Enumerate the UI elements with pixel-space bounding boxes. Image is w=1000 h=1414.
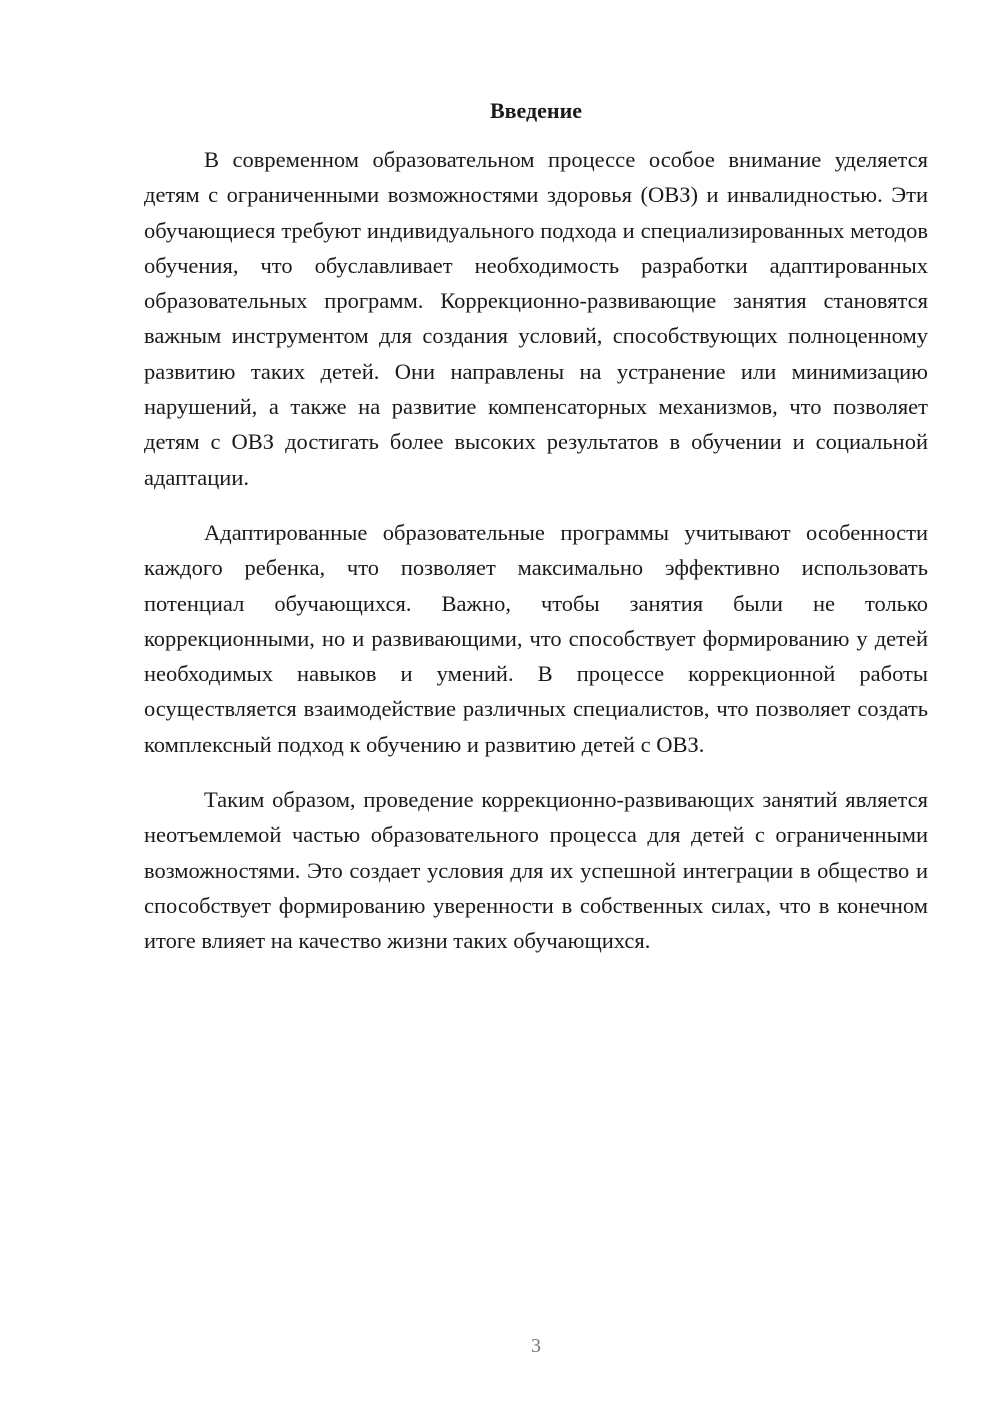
section-heading: Введение [489,98,583,123]
page-number: 3 [531,1335,541,1357]
body-text [144,142,928,959]
paragraph-2: Адаптированные образовательные программы учитывают особенности каждого ребенка, что позволяет максимально эффективно использовать потенциал обучающихся. Важно, чтобы занятия были не только коррекционными, но и развивающими, что способствует формированию у детей необходимых навыков и умений. В процессе коррекционной работы осуществляется взаимодействие различных специалистов, что позволяет создать комплексный подход к обучению и развитию детей с ОВЗ. [144,519,928,757]
paragraph-1: В современном образовательном процессе особое внимание уделяется детям с ограниченными возможностями здоровья (ОВЗ) и инвалидностью. Эти обучающиеся требуют индивидуального подхода и специализированных методов обучения, что обуславливает необходимость разработки адаптированных образовательных программ. Коррекционно-развивающие занятия становятся важным инструментом для создания условий, способствующих полноценному развитию таких детей. Они направлены на устранение или минимизацию нарушений, а также на развитие компенсаторных механизмов, что позволяет детям с ОВЗ достигать более высоких результатов в обучении и социальной адаптации. [144,147,928,490]
paragraph-3: Таким образом, проведение коррекционно-развивающих занятий является неотъемлемой частью образовательного процесса для детей с ограниченными возможностями. Это создает условия для их успешной интеграции в общество и способствует формированию уверенности в собственных силах, что в конечном итоге влияет на качество жизни таких обучающихся. [144,787,928,954]
